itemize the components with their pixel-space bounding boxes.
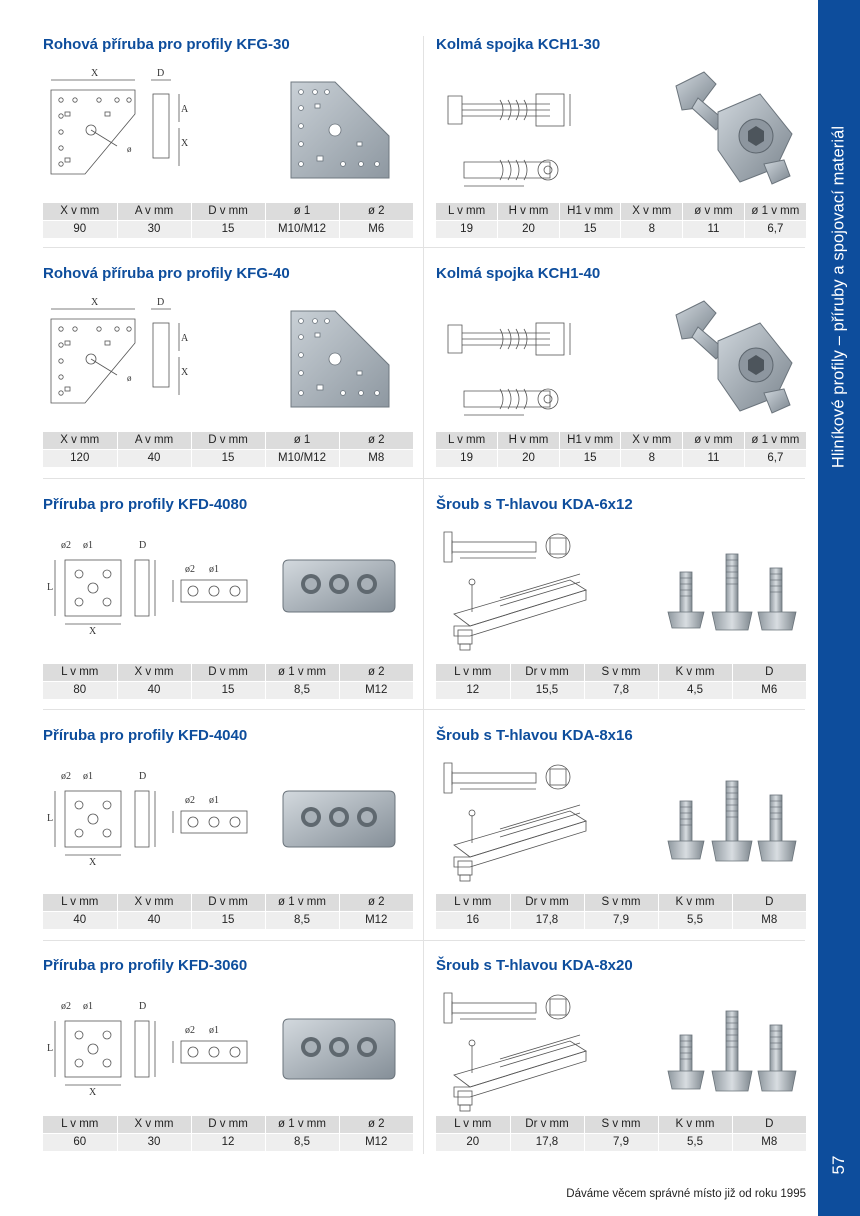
value-cell: 8,5 [265, 911, 339, 929]
header-cell: H1 v mm [559, 432, 621, 449]
value-cell: M6 [732, 681, 806, 699]
dim-label-phi: ø [127, 144, 132, 154]
dim-label-phi1: ø1 [209, 564, 219, 575]
value-cell: 20 [498, 449, 560, 467]
spec-table [436, 1116, 806, 1151]
dim-label-phi2: ø2 [61, 1001, 71, 1012]
dim-label-phi2: ø2 [61, 540, 71, 551]
side-title: Hliníkové profily – příruby a spojovací materiál [829, 125, 848, 469]
header-cell: S v mm [584, 894, 658, 911]
value-cell: M8 [339, 449, 413, 467]
t-bolt-photo [666, 777, 800, 867]
product-kfd-4040 [43, 727, 413, 927]
header-cell: ø 1 [265, 203, 339, 220]
product-kda-6x12 [436, 496, 806, 696]
value-cell: 11 [683, 449, 745, 467]
dim-label-phi1: ø1 [83, 771, 93, 782]
value-cell: 12 [436, 681, 510, 699]
dim-label-phi1: ø1 [209, 795, 219, 806]
product-title: Rohová příruba pro profily KFG-30 [43, 36, 290, 53]
value-cell: 17,8 [510, 911, 584, 929]
dim-label-d: D [139, 1001, 147, 1012]
dim-label-l: L [47, 582, 54, 593]
header-cell: D [732, 1116, 806, 1133]
value-cell: 30 [117, 1133, 191, 1151]
spec-table [43, 664, 413, 699]
connector-photo [668, 64, 798, 194]
header-cell: S v mm [584, 1116, 658, 1133]
spec-table [436, 203, 806, 238]
header-cell: X v mm [621, 203, 683, 220]
header-cell: ø 2 [339, 664, 413, 681]
header-cell: L v mm [436, 894, 510, 911]
value-cell: 6,7 [744, 220, 806, 238]
value-cell: 15,5 [510, 681, 584, 699]
connector-photo [668, 293, 798, 423]
dim-label-phi2: ø2 [185, 1025, 195, 1036]
value-cell: 15 [191, 681, 265, 699]
spec-table [43, 894, 413, 929]
header-cell: ø v mm [683, 432, 745, 449]
value-cell: 19 [436, 449, 498, 467]
dim-label-phi2: ø2 [185, 564, 195, 575]
header-cell: Dr v mm [510, 1116, 584, 1133]
header-cell: ø 1 v mm [265, 894, 339, 911]
header-cell: Dr v mm [510, 664, 584, 681]
dim-label-a: A [181, 333, 189, 344]
value-cell: 30 [117, 220, 191, 238]
value-cell: M10/M12 [265, 449, 339, 467]
row-divider [43, 940, 805, 941]
header-cell: X v mm [117, 1116, 191, 1133]
product-kfd-4080 [43, 496, 413, 696]
header-cell: ø 1 [265, 432, 339, 449]
value-cell: M8 [732, 1133, 806, 1151]
dim-label-phi2: ø2 [185, 795, 195, 806]
value-cell: M12 [339, 681, 413, 699]
value-cell: 7,9 [584, 911, 658, 929]
dim-label-phi1: ø1 [209, 1025, 219, 1036]
value-cell: 5,5 [658, 911, 732, 929]
footer-slogan: Dáváme věcem správné místo již od roku 1995 [566, 1188, 806, 1200]
header-cell: X v mm [43, 203, 117, 220]
header-cell: ø 1 v mm [265, 1116, 339, 1133]
value-cell: 7,8 [584, 681, 658, 699]
dim-label-a: A [181, 104, 189, 115]
dim-label-x: X [91, 68, 99, 79]
value-cell: 4,5 [658, 681, 732, 699]
dim-label-l: L [47, 1043, 54, 1054]
value-cell: 15 [191, 911, 265, 929]
header-cell: L v mm [43, 894, 117, 911]
value-cell: 7,9 [584, 1133, 658, 1151]
header-cell: D v mm [191, 664, 265, 681]
flange-drawing [47, 987, 257, 1097]
flange-photo [279, 558, 399, 614]
value-cell: 8 [621, 449, 683, 467]
header-cell: L v mm [436, 664, 510, 681]
header-cell: ø 1 v mm [744, 203, 806, 220]
product-title: Šroub s T-hlavou KDA-8x20 [436, 957, 633, 974]
value-cell: 60 [43, 1133, 117, 1151]
spec-table [43, 432, 413, 467]
value-cell: 8,5 [265, 1133, 339, 1151]
dim-label-l: L [47, 813, 54, 824]
value-cell: 80 [43, 681, 117, 699]
header-cell: X v mm [621, 432, 683, 449]
spec-table [436, 664, 806, 699]
value-cell: M10/M12 [265, 220, 339, 238]
product-title: Příruba pro profily KFD-4080 [43, 496, 248, 513]
header-cell: H1 v mm [559, 203, 621, 220]
product-title: Příruba pro profily KFD-4040 [43, 727, 248, 744]
product-title: Rohová příruba pro profily KFG-40 [43, 265, 290, 282]
value-cell: 40 [117, 911, 191, 929]
product-title: Kolmá spojka KCH1-30 [436, 36, 601, 53]
value-cell: 19 [436, 220, 498, 238]
connector-drawing [440, 66, 590, 191]
value-cell: 20 [498, 220, 560, 238]
product-title: Šroub s T-hlavou KDA-8x16 [436, 727, 633, 744]
dim-label-d: D [157, 68, 165, 79]
t-bolt-photo [666, 550, 800, 636]
t-bolt-drawing [440, 526, 590, 656]
header-cell: H v mm [498, 432, 560, 449]
dim-label-x: X [181, 138, 189, 149]
header-cell: L v mm [436, 1116, 510, 1133]
t-bolt-drawing [440, 987, 590, 1117]
header-cell: ø v mm [683, 203, 745, 220]
row-divider [43, 709, 805, 710]
flange-drawing [47, 757, 257, 867]
value-cell: 8,5 [265, 681, 339, 699]
dim-label-d: D [139, 771, 147, 782]
dim-label-phi: ø [127, 373, 132, 383]
value-cell: 12 [191, 1133, 265, 1151]
value-cell: M12 [339, 911, 413, 929]
header-cell: ø 1 v mm [265, 664, 339, 681]
header-cell: K v mm [658, 664, 732, 681]
value-cell: 8 [621, 220, 683, 238]
product-title: Příruba pro profily KFD-3060 [43, 957, 248, 974]
value-cell: 40 [43, 911, 117, 929]
flange-drawing [47, 526, 257, 636]
header-cell: ø 2 [339, 894, 413, 911]
spec-table [43, 1116, 413, 1151]
dim-label-x: X [181, 367, 189, 378]
header-cell: D [732, 664, 806, 681]
header-cell: L v mm [43, 664, 117, 681]
dim-label-phi1: ø1 [83, 1001, 93, 1012]
dim-label-phi1: ø1 [83, 540, 93, 551]
spec-table [43, 203, 413, 238]
header-cell: D v mm [191, 432, 265, 449]
value-cell: 15 [191, 220, 265, 238]
column-divider [423, 36, 424, 1154]
t-bolt-drawing [440, 757, 590, 887]
page-number: 57 [829, 1155, 848, 1175]
product-kda-8x20 [436, 957, 806, 1157]
corner-flange-photo [285, 307, 395, 411]
header-cell: L v mm [436, 432, 498, 449]
connector-drawing [440, 295, 590, 420]
header-cell: L v mm [436, 203, 498, 220]
header-cell: X v mm [117, 894, 191, 911]
header-cell: D v mm [191, 894, 265, 911]
value-cell: 90 [43, 220, 117, 238]
dim-label-x: X [91, 297, 99, 308]
t-bolt-photo [666, 1007, 800, 1097]
product-title: Kolmá spojka KCH1-40 [436, 265, 601, 282]
header-cell: X v mm [43, 432, 117, 449]
spec-table [436, 894, 806, 929]
value-cell: 40 [117, 681, 191, 699]
header-cell: D v mm [191, 1116, 265, 1133]
value-cell: 15 [191, 449, 265, 467]
dim-label-d: D [139, 540, 147, 551]
corner-flange-photo [285, 78, 395, 182]
value-cell: 120 [43, 449, 117, 467]
product-title: Šroub s T-hlavou KDA-6x12 [436, 496, 633, 513]
product-kch1-40 [436, 265, 806, 465]
spec-table [436, 432, 806, 467]
corner-flange-drawing [47, 66, 197, 191]
header-cell: ø 2 [339, 1116, 413, 1133]
value-cell: 11 [683, 220, 745, 238]
corner-flange-drawing [47, 295, 197, 420]
header-cell: D v mm [191, 203, 265, 220]
header-cell: K v mm [658, 1116, 732, 1133]
value-cell: M8 [732, 911, 806, 929]
header-cell: ø 2 [339, 432, 413, 449]
row-divider [43, 247, 805, 248]
value-cell: 40 [117, 449, 191, 467]
product-kfg-30 [43, 36, 413, 236]
dim-label-x: X [89, 857, 97, 867]
value-cell: 15 [559, 220, 621, 238]
value-cell: 5,5 [658, 1133, 732, 1151]
header-cell: S v mm [584, 664, 658, 681]
header-cell: A v mm [117, 432, 191, 449]
header-cell: ø 2 [339, 203, 413, 220]
value-cell: 6,7 [744, 449, 806, 467]
value-cell: 20 [436, 1133, 510, 1151]
dim-label-x: X [89, 626, 97, 636]
header-cell: H v mm [498, 203, 560, 220]
header-cell: A v mm [117, 203, 191, 220]
row-divider [43, 478, 805, 479]
header-cell: X v mm [117, 664, 191, 681]
value-cell: M6 [339, 220, 413, 238]
value-cell: 15 [559, 449, 621, 467]
header-cell: L v mm [43, 1116, 117, 1133]
header-cell: Dr v mm [510, 894, 584, 911]
value-cell: 16 [436, 911, 510, 929]
dim-label-x: X [89, 1087, 97, 1097]
product-kch1-30 [436, 36, 806, 236]
header-cell: D [732, 894, 806, 911]
header-cell: K v mm [658, 894, 732, 911]
value-cell: M12 [339, 1133, 413, 1151]
product-kfg-40 [43, 265, 413, 465]
product-kda-8x16 [436, 727, 806, 927]
header-cell: ø 1 v mm [744, 432, 806, 449]
dim-label-d: D [157, 297, 165, 308]
dim-label-phi2: ø2 [61, 771, 71, 782]
value-cell: 17,8 [510, 1133, 584, 1151]
flange-photo [279, 1017, 399, 1081]
flange-photo [279, 789, 399, 849]
product-kfd-3060 [43, 957, 413, 1157]
